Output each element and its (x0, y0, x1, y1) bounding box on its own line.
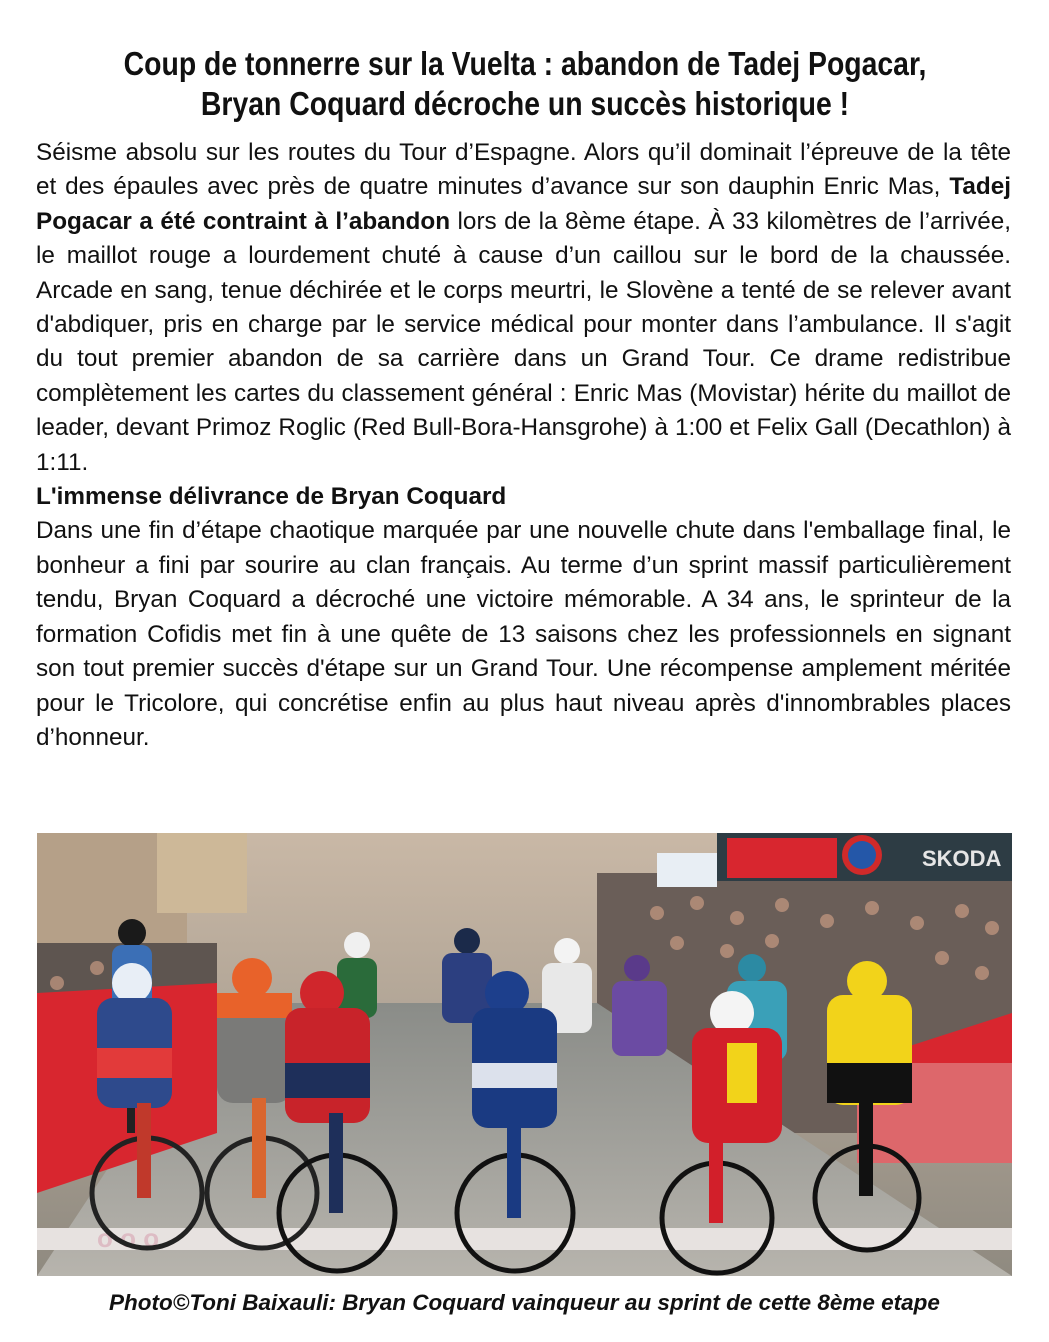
race-photo (37, 833, 1012, 1276)
photo-caption: Photo©Toni Baixauli: Bryan Coquard vainqueur au sprint de cette 8ème etape (109, 1290, 940, 1315)
svg-text:o o o: o o o (97, 1223, 160, 1253)
paragraph-1 (36, 136, 1011, 480)
paragraph-1-start: Séisme absolu sur les routes du Tour d’Espagne. Alors qu’il dominait l’épreuve de la tête et des épaules avec près de quatre minutes d’avance sur son dauphin Enric Mas, (36, 139, 1011, 201)
title-line-1: Coup de tonnerre sur la Vuelta : abandon de Tadej Pogacar, (123, 45, 927, 82)
sign-board (657, 853, 717, 887)
building-left-2 (157, 833, 247, 913)
title-line-2: Bryan Coquard décroche un succès historique ! (200, 85, 850, 122)
section-subheading: L'immense délivrance de Bryan Coquard (36, 483, 507, 511)
article-body (36, 136, 1011, 755)
paragraph-2: Dans une fin d’étape chaotique marquée par une nouvelle chute dans l'emballage final, le bonheur a fini par sourire au clan français. Au terme d’un sprint massif particulièrement tendu, Bryan Coquard a décroché une victoire mémorable. A 34 ans, le sprinteur de la formation Cofidis met fin à une quête de 13 saisons chez les professionnels en signant son tout premier succès d'étape sur un Grand Tour. Une récompense amplement méritée pour le Tricolore, qui concrétise enfin au plus haut niveau après d'innombrables places d’honneur. (36, 517, 1011, 751)
red-banner (727, 838, 837, 878)
sponsor-text: SKODA (922, 846, 1002, 871)
paragraph-1-bold: Tadej Pogacar a été contraint à l’abandon (36, 173, 1011, 235)
paragraph-1-end: lors de la 8ème étape. À 33 kilomètres de l’arrivée, le maillot rouge a lourdement chuté à cause d’un caillou sur le bord de la chaussée. Arcade en sang, tenue déchirée et le corps meurtri, le Slovène a tenté de se relever avant d'abdiquer, pris en charge par le service médical pour monter dans l’ambulance. Il s'agit du tout premier abandon de sa carrière dans un Grand Tour. Ce drame redistribue complètement les cartes du classement général : Enric Mas (Movistar) hérite du maillot de leader, devant Primoz Roglic (Red Bull-Bora-Hansgrohe) à 1:00 et Felix Gall (Decathlon) à 1:11. (36, 207, 1011, 476)
article-title (99, 44, 950, 124)
sprint-finish-illustration (37, 833, 1012, 1276)
